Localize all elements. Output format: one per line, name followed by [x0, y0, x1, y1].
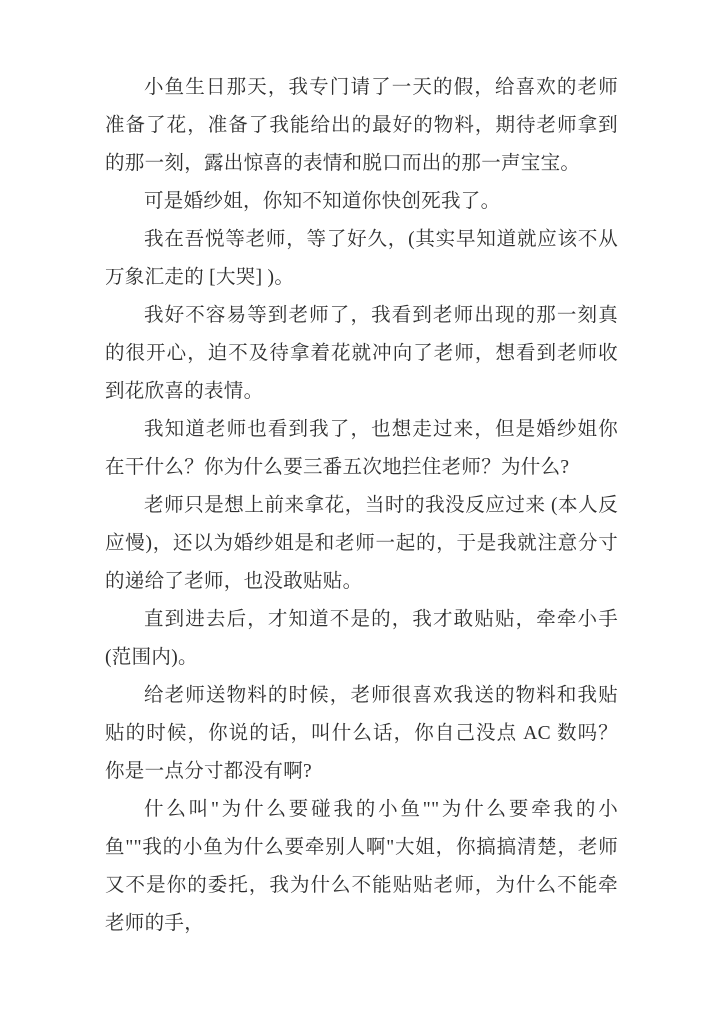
- paragraph-5: 我知道老师也看到我了，也想走过来，但是婚纱姐你在干什么？你为什么要三番五次地拦住老师？为什么?: [105, 419, 618, 478]
- paragraph-9: 什么叫"为什么要碰我的小鱼""为什么要牵我的小鱼""我的小鱼为什么要牵别人啊"大姐，你搞搞清楚，老师又不是你的委托，我为什么不能贴贴老师，为什么不能牵老师的手，: [105, 799, 618, 934]
- paragraph-8: 给老师送物料的时候，老师很喜欢我送的物料和我贴贴的时候，你说的话，叫什么话，你自己没点 AC 数吗？你是一点分寸都没有啊?: [105, 685, 618, 782]
- paragraph-6: 老师只是想上前来拿花，当时的我没反应过来 (本人反应慢)，还以为婚纱姐是和老师一起的，于是我就注意分寸的递给了老师，也没敢贴贴。: [105, 495, 618, 592]
- paragraph-3: 我在吾悦等老师，等了好久，(其实早知道就应该不从万象汇走的 [大哭] )。: [105, 229, 618, 288]
- paragraph-1: 小鱼生日那天，我专门请了一天的假，给喜欢的老师准备了花，准备了我能给出的最好的物料，期待老师拿到的那一刻，露出惊喜的表情和脱口而出的那一声宝宝。: [105, 77, 618, 174]
- paragraph-4: 我好不容易等到老师了，我看到老师出现的那一刻真的很开心，迫不及待拿着花就冲向了老师，想看到老师收到花欣喜的表情。: [105, 305, 618, 402]
- paragraph-7: 直到进去后，才知道不是的，我才敢贴贴，牵牵小手 (范围内)。: [105, 609, 618, 668]
- paragraph-2: 可是婚纱姐，你知不知道你快创死我了。: [144, 191, 501, 212]
